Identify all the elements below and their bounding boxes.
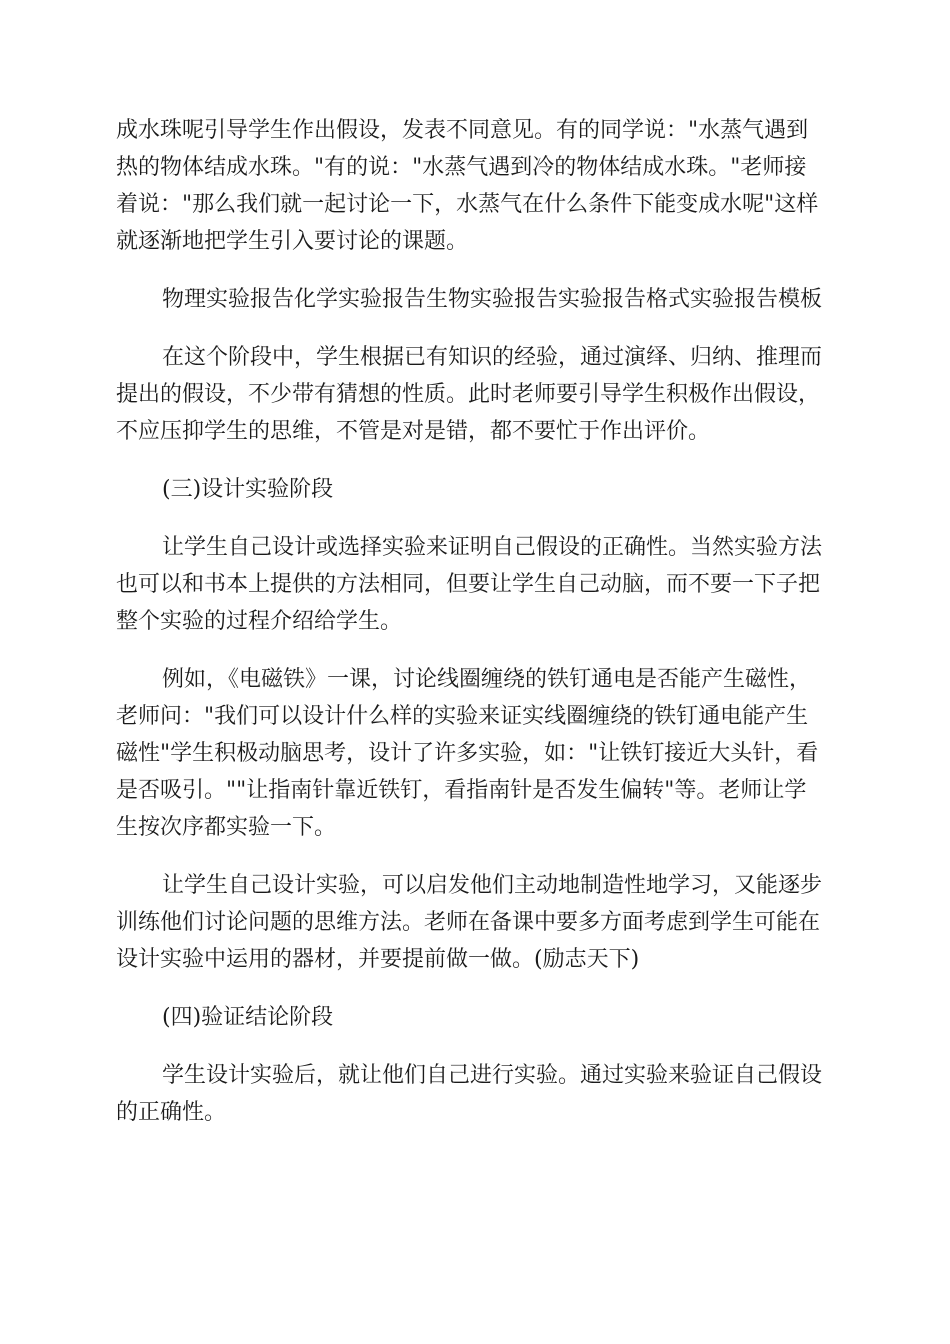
document-body <box>116 112 832 1152</box>
text-line: 老师问："我们可以设计什么样的实验来证实线圈缠绕的铁钉通电能产生 <box>116 704 809 729</box>
section-heading-design-experiment <box>116 471 832 508</box>
text-line: 热的物体结成水珠。"有的说："水蒸气遇到冷的物体结成水珠。"老师接 <box>116 155 807 180</box>
section-heading: (三)设计实验阶段 <box>162 477 334 502</box>
text-line: 让学生自己设计实验，可以启发他们主动地制造性地学习，又能逐步 <box>162 873 823 898</box>
text-line: 在这个阶段中，学生根据已有知识的经验，通过演绎、归纳、推理而 <box>162 345 823 370</box>
paragraph-self-design-benefits <box>116 867 832 978</box>
text-line: 设计实验中运用的器材，并要提前做一做。(励志天下) <box>116 947 640 972</box>
text-line: 例如，《电磁铁》一课，讨论线圈缠绕的铁钉通电是否能产生磁性， <box>162 667 812 692</box>
text-line: 训练他们讨论问题的思维方法。老师在备课中要多方面考虑到学生可能在 <box>116 910 821 935</box>
text-line: 整个实验的过程介绍给学生。 <box>116 609 403 634</box>
text-line: 成水珠呢引导学生作出假设，发表不同意见。有的同学说："水蒸气遇到 <box>116 118 809 143</box>
text-line: 生按次序都实验一下。 <box>116 815 337 840</box>
text-line: 物理实验报告化学实验报告生物实验报告实验报告格式实验报告模板 <box>162 287 823 312</box>
text-line: 就逐渐地把学生引入要讨论的课题。 <box>116 229 469 254</box>
section-heading: (四)验证结论阶段 <box>162 1005 334 1030</box>
paragraph-verify-conclusion <box>116 1057 832 1131</box>
text-line: 也可以和书本上提供的方法相同，但要让学生自己动脑，而不要一下子把 <box>116 572 821 597</box>
text-line: 让学生自己设计或选择实验来证明自己假设的正确性。当然实验方法 <box>162 535 823 560</box>
paragraph-hypothesis-discussion <box>116 112 832 260</box>
paragraph-design-experiment <box>116 529 832 640</box>
section-heading-verify-conclusion <box>116 999 832 1036</box>
text-line: 提出的假设，不少带有猜想的性质。此时老师要引导学生积极作出假设， <box>116 382 821 407</box>
text-line: 不应压抑学生的思维，不管是对是错，都不要忙于作出评价。 <box>116 419 711 444</box>
text-line: 学生设计实验后，就让他们自己进行实验。通过实验来验证自己假设 <box>162 1063 823 1088</box>
text-line: 是否吸引。""让指南针靠近铁钉，看指南针是否发生偏转"等。老师让学 <box>116 778 807 803</box>
text-line: 着说："那么我们就一起讨论一下，水蒸气在什么条件下能变成水呢"这样 <box>116 192 819 217</box>
text-line: 的正确性。 <box>116 1100 227 1125</box>
text-line: 磁性"学生积极动脑思考，设计了许多实验，如："让铁钉接近大头针，看 <box>116 741 819 766</box>
paragraph-electromagnet-example <box>116 661 832 846</box>
paragraph-stage-description <box>116 339 832 450</box>
paragraph-report-keywords <box>116 281 832 318</box>
